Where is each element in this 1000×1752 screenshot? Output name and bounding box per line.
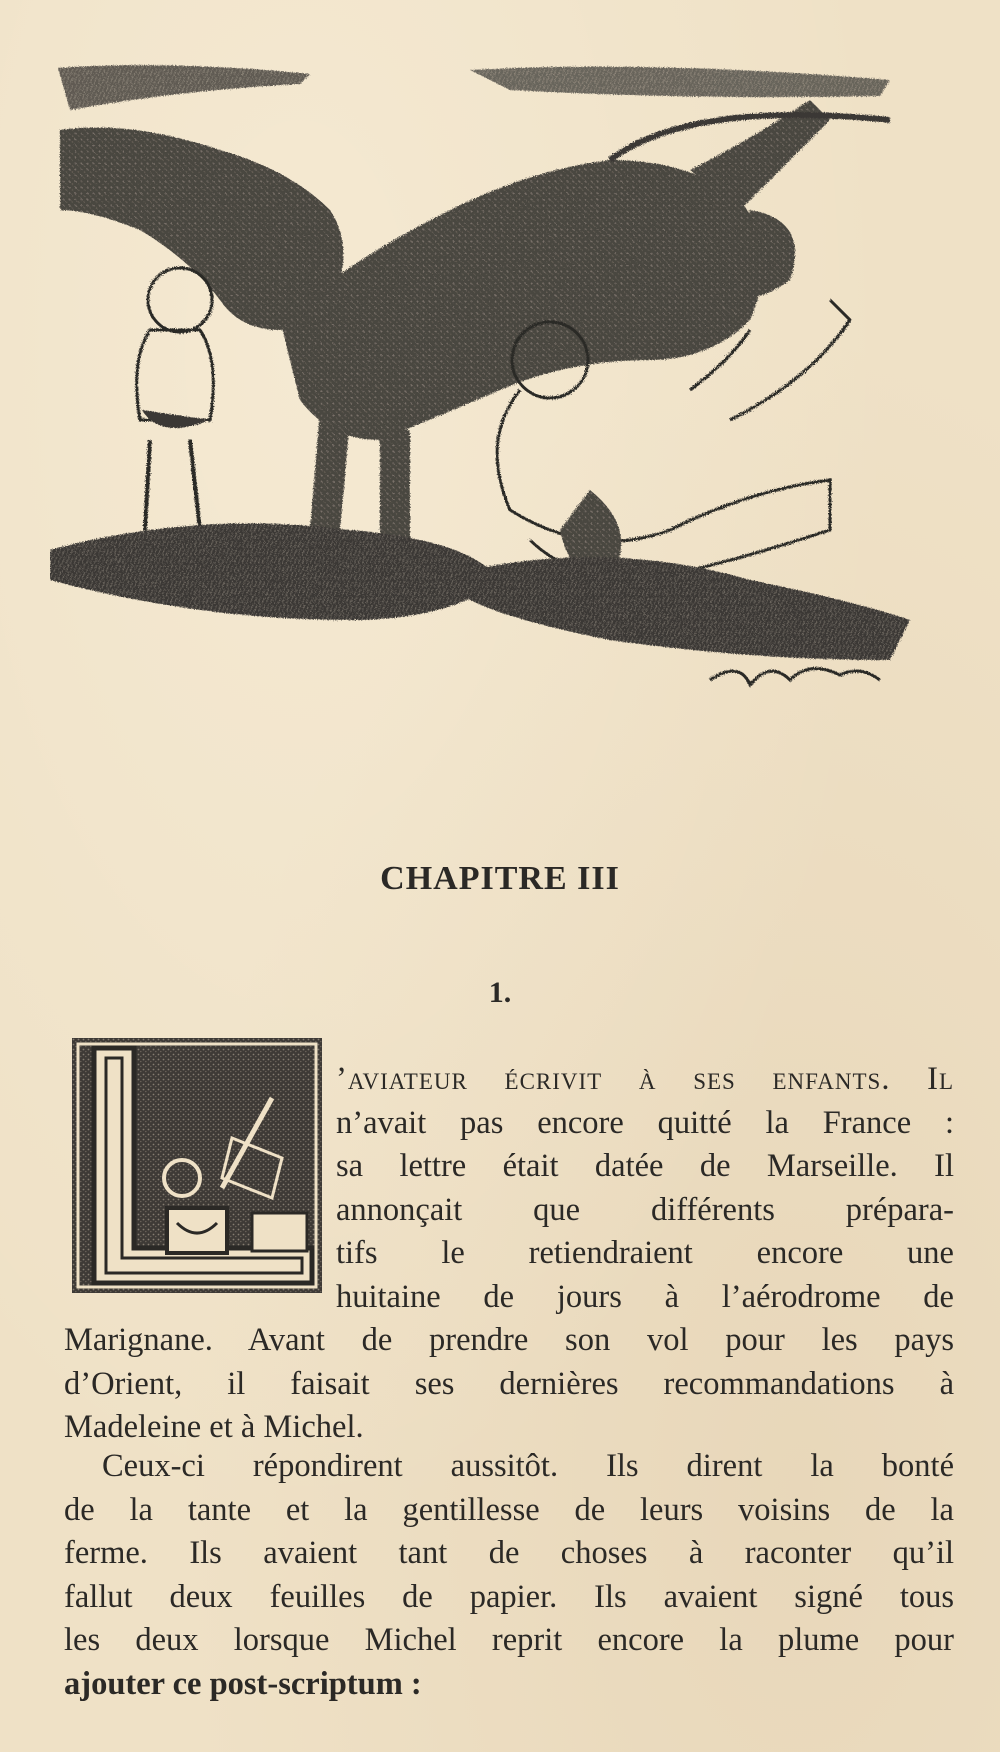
text-line: Ceux-ci répondirent aussitôt. Ils dirent la bonté: [102, 1448, 954, 1484]
text-line: Marignane. Avant de prendre son vol pour les pays: [64, 1322, 954, 1358]
text-line: les deux lorsque Michel reprit encore la plume pour: [64, 1622, 954, 1658]
text-line: sa lettre était datée de Marseille. Il: [336, 1148, 954, 1184]
text-line: de la tante et la gentillesse de leurs voisins de la: [64, 1491, 954, 1528]
text-line-aviateur: ’aviateur écrivit à ses enfants. Il: [336, 1061, 954, 1097]
text-line: annonçait que différents prépara-: [336, 1191, 954, 1228]
text-line: fallut deux feuilles de papier. Ils avaient signé tous: [64, 1578, 954, 1615]
text-line: Madeleine et à Michel.: [64, 1409, 364, 1445]
text-line: ferme. Ils avaient tant de choses à raconter qu’il: [64, 1535, 954, 1571]
paragraph-1-beside-dropcap: [336, 1058, 954, 1319]
text-line: [336, 1058, 954, 1102]
text-line: tifs le retiendraient encore une: [336, 1235, 954, 1271]
text-line: d’Orient, il faisait ses dernières recommandations à: [64, 1365, 954, 1402]
paragraph-2: [64, 1445, 954, 1706]
letter-l-ornamental-dropcap-icon: [72, 1038, 322, 1293]
donkey-kicking-boy-illustration-icon: [50, 60, 970, 780]
paragraph-1-full-width: [64, 1319, 954, 1450]
text-line: ajouter ce post-scriptum :: [64, 1665, 422, 1702]
section-number: 1.: [488, 976, 512, 1009]
text-line: n’avait pas encore quitté la France :: [336, 1104, 954, 1141]
text-line: huitaine de jours à l’aérodrome de: [336, 1278, 954, 1315]
chapter-title: CHAPITRE III: [380, 860, 620, 897]
